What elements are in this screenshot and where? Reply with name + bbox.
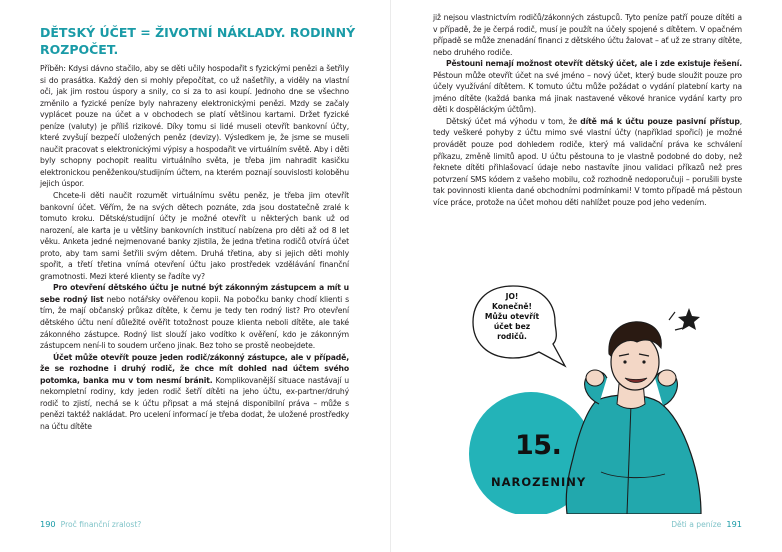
- hoodie-body: [566, 395, 701, 514]
- page-number-right: 191: [726, 519, 742, 529]
- paragraph-passive-access: [433, 116, 742, 208]
- paragraph-story: Příběh: Kdysi dávno stačilo, aby se děti učily hospodařit s fyzickými penězi a šetřily si do prasátka. Každý den si mohly přepočítat, co už našetřily, a viděly na vlastní oči, jak jim rostou úspory a snily, co si za to asi koupí. Jednoho dne se všechno změnilo a fyzické peníze byly nahrazeny elektronickými penězi. Mzdy se začaly vyplácet pouze na účet a v obchodech se platí většinou kartami. Držet fyzické peníze (valuty) je příliš rizikové. Díky tomu si lidé museli otevřít bankovní účty, které zvyšují bezpečí uložených peněz (devizy). Výsledkem je, že jsme se museli naučit pracovat s elektronickými výpisy a hospodařit ve virtuálním světě. Aby i děti byly schopny pochopit realitu virtuálního světa, je třeba jim nahradit kasičku elektronickou peněženkou/studijním účtem, na kterém poznají souvislosti koloběhu jejich úspor.: [40, 64, 349, 189]
- fist-left: [586, 370, 604, 386]
- speech-bubble-text: [481, 292, 543, 342]
- bubble-line-5: rodičů.: [497, 332, 527, 341]
- bold-one-parent: Účet může otevřít pouze jeden rodič/zákonný zástupce, ale v případě, že se rozhodne i druhý rodič, že chce mít dohled nad účtem svého potomka, banka mu v tom nesmí bránit.: [40, 352, 349, 385]
- badge-number: 15.: [515, 430, 562, 461]
- excite-line-1: [669, 312, 675, 320]
- paragraph-birth-certificate: [40, 282, 349, 351]
- bubble-line-2: Konečně!: [491, 302, 533, 311]
- bubble-line-4: účet bez: [493, 322, 531, 331]
- eye-left: [623, 360, 626, 363]
- paragraph-one-parent-rest: Komplikovanější situace nastávají u nekompletní rodiny, kdy jeden rodič šetří dítěti na jeho účtu, ex-partner/druhý rodič to zjistí, nechá se k účtu připsat a má stejná disponibilní práva – může s penězi taktéž nakládat. Pro ucelení informací je třeba dodat, že uložené prostředky na účtu dítěte: [40, 375, 349, 431]
- page-number-left: 190: [40, 519, 56, 529]
- bold-foster-parents: Pěstouni nemají možnost otevřít dětský účet, ale i zde existuje řešení.: [446, 59, 742, 69]
- right-footer: [666, 519, 742, 529]
- badge-label: NAROZENINY: [491, 475, 587, 489]
- section-heading: DĚTSKÝ ÚČET = ŽIVOTNÍ NÁKLADY. RODINNÝ ROZPOČET.: [40, 25, 356, 57]
- bubble-line-3: Můžu otevřít: [484, 312, 540, 321]
- paragraph-passive-access-pre: Dětský účet má výhodu v tom, že: [446, 116, 581, 126]
- bold-passive-access: dítě má k účtu pouze pasivní přístup: [580, 116, 740, 126]
- paragraph-foster-parents: [433, 58, 742, 116]
- right-page: [391, 0, 782, 552]
- running-title-right: Děti a peníze: [671, 520, 722, 529]
- paragraph-birth-certificate-rest: nebo notářsky ověřenou kopii. Na pobočku banky chodí klienti s tím, že mají občanský průkaz dítěte, k čemu je tedy ten rodný list? Pro otevření dětského účtu není důležité ověřit totožnost pouze klienta neboli dítěte, ale také zákonného zástupce. Rodný list slouží jako vodítko k ověření, kdo je zákonným zástupcem není-li to soudem určeno jinak. Bez toho se prostě neobejdete.: [40, 294, 349, 351]
- left-text-column: [40, 63, 349, 433]
- bubble-line-1: JO!: [505, 292, 519, 301]
- bold-birth-certificate: Pro otevření dětského účtu je nutné být zákonným zástupcem a mít u sebe rodný list: [40, 283, 349, 304]
- paragraph-ownership: již nejsou vlastnictvím rodičů/zákonných zástupců. Tyto peníze patří pouze dítěti a v případě, že je čerpá rodič, musí je použít na účely spojené s dítětem. V opačném případě se může znenadání financi z dětského účtu žalovat – ať už ze strany dítěte, nebo druhého rodiče.: [433, 13, 742, 57]
- excite-line-2: [675, 328, 683, 330]
- paragraph-foster-parents-rest: Pěstoun může otevřít účet na své jméno – nový účet, který bude sloužit pouze pro účely využívání dítětem. K tomuto účtu může požádat o vydání platební karty na jméno dítěte (každá banka má jinak nastavené věkové hranice vydání karty pro děti k dospěláckým účtům).: [433, 70, 742, 115]
- star-mark: [678, 308, 700, 330]
- paragraph-bank-account: Chcete-li děti naučit rozumět virtuálnímu světu peněz, je třeba jim otevřít bankovní účet. Věřím, že na svých dětech poznáte, zda jsou dostatečně zralé k tomuto kroku. Dětské/studijní účty je možné otevřít u některých bank už od narození, ale karta je u většiny bankovních institucí nabízena pro děti až od 8 let věku. Anketa jedné nejmenované banky zjistila, že jedna třetina rodičů otvírá účet proto, aby tam sami šetřili svým dětem. Druhá třetina, aby si jejich děti mohly spořit, a třetí třetina vnímá otevření účtu jako prostředek vzdělávání finanční gramotnosti. Mezi které klienty se řadíte vy?: [40, 191, 349, 281]
- paragraph-passive-access-rest: , tedy veškeré pohyby z účtu mimo své vlastní účty (například spořicí) je možné provádět pouze pod dohledem rodiče, který má validační práva ke schválení příkazu, změně limitů apod. U účtu pěstouna to je vlastně podobné do doby, než řeknete dítěti přihlašovací údaje nebo nastavíte jinou validaci příkazů než pres potvrzení SMS kódem z vašeho mobilu, což rozhodně nedoporučuji – porušili byste tak povinnosti klienta dané obchodními podmínkami! V tomto případě má pěstoun více práce, protože na účet mohou děti nahlížet pouze pod jeho vedením.: [433, 116, 742, 207]
- right-text-column: [433, 12, 742, 208]
- running-title-left: Proč finanční zralost?: [60, 520, 142, 529]
- eye-right: [642, 360, 645, 363]
- birthday-illustration: [469, 282, 717, 514]
- left-footer: [40, 519, 146, 529]
- paragraph-one-parent: [40, 352, 349, 433]
- fist-right: [658, 370, 676, 386]
